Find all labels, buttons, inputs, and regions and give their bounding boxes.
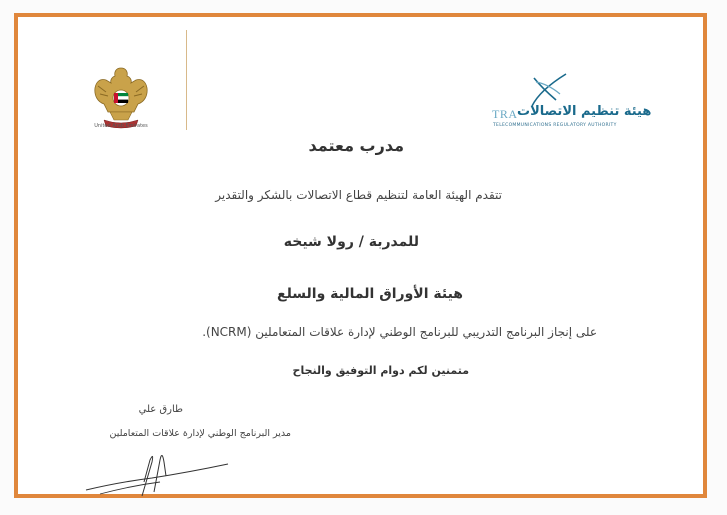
emblem-caption: United Arab Emirates (94, 123, 148, 129)
tra-logo-arabic: هيئة تنظيم الاتصالات (517, 104, 652, 119)
certificate-intro: تتقدم الهيئة العامة لتنظيم قطاع الاتصالات بالشكر والتقدير (215, 188, 502, 202)
certificate-wishes: متمنين لكم دوام التوفيق والنجاح (292, 364, 469, 377)
header-divider (186, 30, 187, 130)
tra-logo-abbr: TRA (492, 107, 518, 121)
signatory-title: مدير البرنامج الوطني لإدارة علاقات المتعاملين (109, 428, 291, 439)
signatory-name: طارق علي (138, 404, 183, 415)
tra-logo-english: TELECOMMUNICATIONS REGULATORY AUTHORITY (493, 123, 617, 128)
trainee-name: للمدربة / رولا شيخه (283, 234, 419, 250)
handwritten-signature (80, 432, 240, 498)
certificate-body: على إنجاز البرنامج التدريبي للبرنامج الوطني لإدارة علاقات المتعاملين (NCRM). (202, 325, 597, 339)
certificate-title: مدرب معتمد (308, 136, 404, 155)
organization-name: هيئة الأوراق المالية والسلع (277, 286, 463, 302)
